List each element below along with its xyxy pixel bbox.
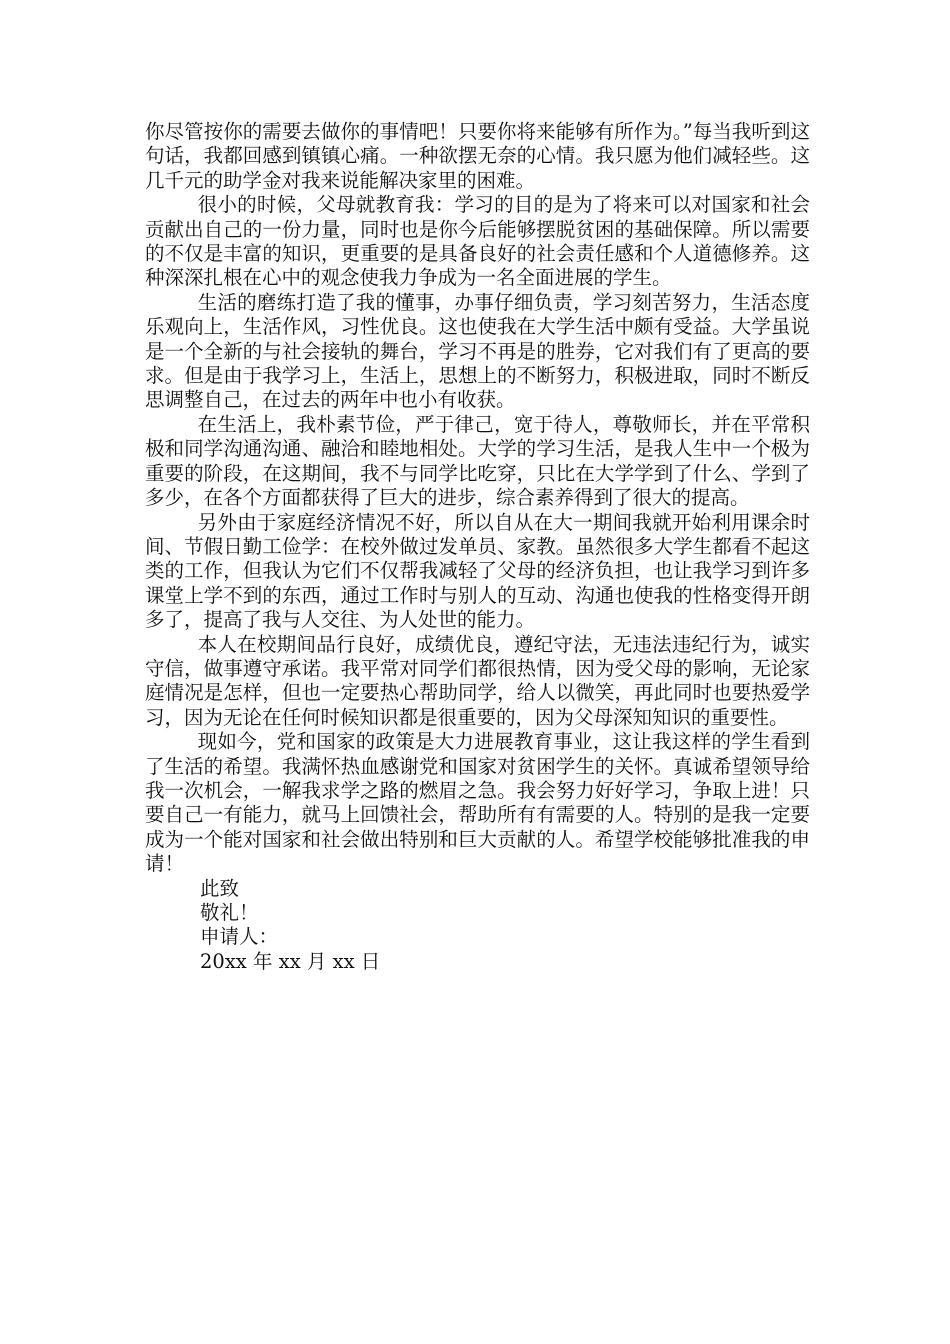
paragraph-life-experience: 生活的磨练打造了我的懂事，办事仔细负责，学习刻苦努力，生活态度乐观向上，生活作风，习性优良。这也使我在大学生活中颇有受益。大学虽说是一个全新的与社会接轨的舞台，学习不再是的胜券，它对我们有了更高的要求。但是由于我学习上，生活上，思想上的不断努力，积极进取，同时不断反思调整自己，在过去的两年中也小有收获。: [145, 290, 810, 412]
paragraph-continuation: 你尽管按你的需要去做你的事情吧！只要你将来能够有所作为。”每当我听到这句话，我都回感到镇镇心痛。一种欲摆无奈的心情。我只愿为他们减轻些。这几千元的助学金对我来说能解决家里的困难。: [145, 120, 810, 192]
paragraph-conclusion: 现如今，党和国家的政策是大力进展教育事业，这让我这样的学生看到了生活的希望。我满怀热血感谢党和国家对贫困学生的关怀。真诚希望领导给我一次机会，一解我求学之路的燃眉之急。我会努力好好学习，争取上进！只要自己一有能力，就马上回馈社会，帮助所有有需要的人。特别的是我一定要成为一个能对国家和社会做出特别和巨大贡献的人。希望学校能够批准我的申请！: [145, 730, 810, 876]
document-page: [145, 120, 810, 974]
paragraph-conduct: 本人在校期间品行良好，成绩优良，遵纪守法，无违法违纪行为，诚实守信，做事遵守承诺。我平常对同学们都很热情，因为受父母的影响，无论家庭情况是怎样，但也一定要热心帮助同学，给人以微笑，再此同时也要热爱学习，因为无论在任何时候知识都是很重要的，因为父母深知知识的重要性。: [145, 632, 810, 729]
paragraph-work-study: 另外由于家庭经济情况不好，所以自从在大一期间我就开始利用课余时间、节假日勤工俭学：在校外做过发单员、家教。虽然很多大学生都看不起这类的工作，但我认为它们不仅帮我减轻了父母的经济负担，也让我学习到许多课堂上学不到的东西，通过工作时与别人的互动、沟通也使我的性格变得开朗多了，提高了我与人交往、为人处世的能力。: [145, 510, 810, 632]
application-date: 20xx 年 xx 月 xx 日: [200, 949, 381, 973]
paragraph-daily-life: 在生活上，我朴素节俭，严于律己，宽于待人，尊敬师长，并在平常积极和同学沟通沟通、融洽和睦地相处。大学的学习生活，是我人生中一个极为重要的阶段，在这期间，我不与同学比吃穿，只比在大学学到了什么、学到了多少，在各个方面都获得了巨大的进步，综合素养得到了很大的提高。: [145, 412, 810, 510]
paragraph-childhood-education: 很小的时候，父母就教育我：学习的目的是为了将来可以对国家和社会贡献出自己的一份力量，同时也是你今后能够摆脱贫困的基础保障。所以需要的不仅是丰富的知识，更重要的是具备良好的社会责任感和个人道德修养。这种深深扎根在心中的观念使我力争成为一名全面进展的学生。: [145, 193, 810, 290]
closing-respect: 敬礼！: [200, 901, 259, 924]
applicant-label: 申请人：: [200, 925, 279, 949]
closing-salutation: 此致: [200, 876, 240, 900]
